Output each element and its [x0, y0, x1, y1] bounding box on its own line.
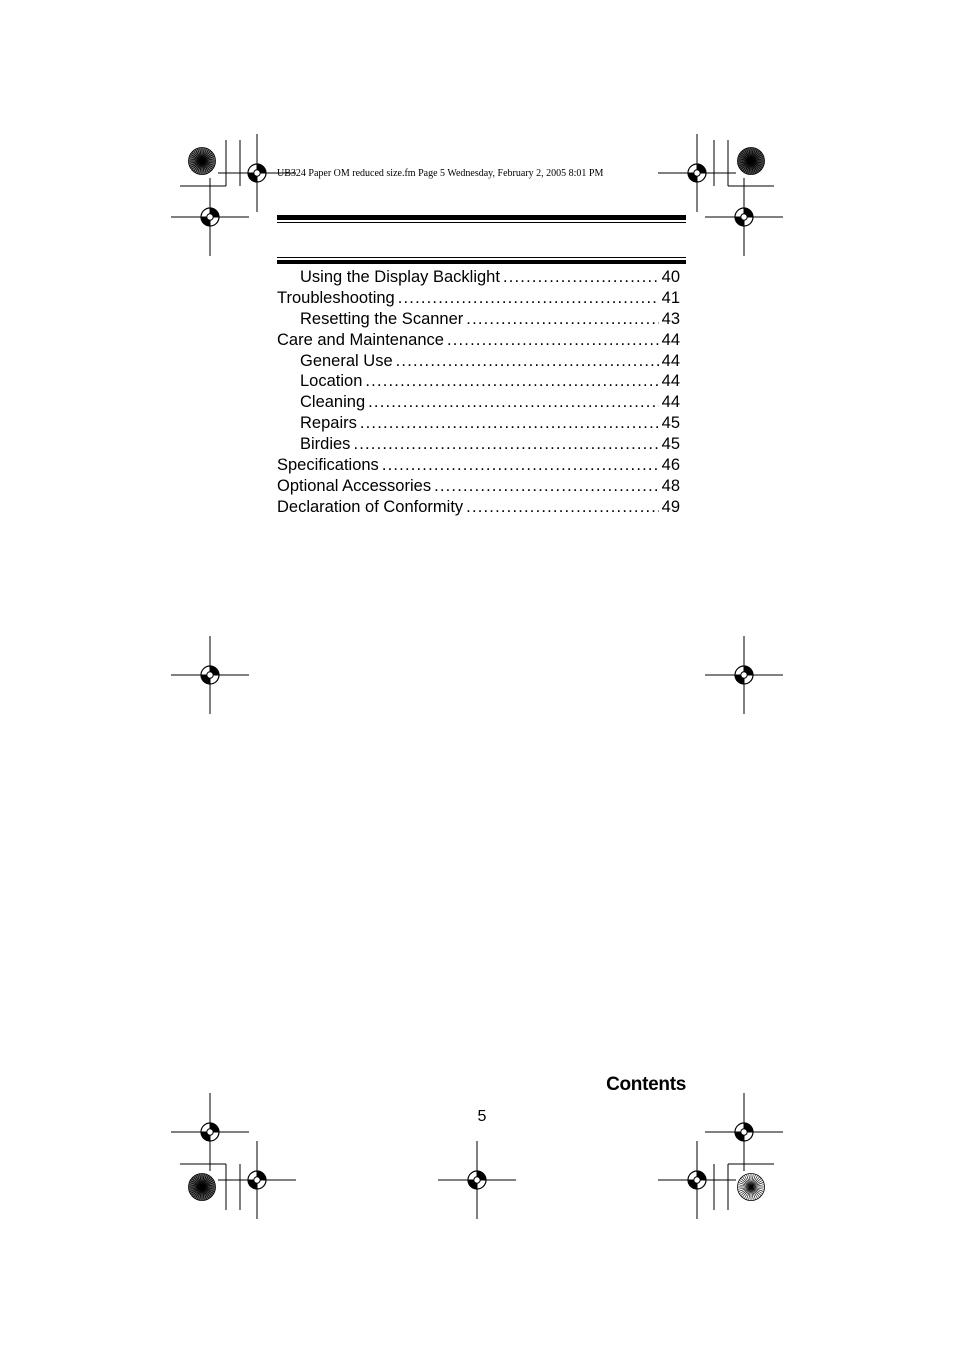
toc-entry-title: Repairs	[300, 414, 357, 433]
toc-entry[interactable]	[277, 434, 680, 455]
file-info-header: UB324 Paper OM reduced size.fm Page 5 Wednesday, February 2, 2005 8:01 PM	[277, 168, 604, 179]
toc-entry-page: 44	[661, 351, 680, 370]
star-target-icon	[738, 1174, 765, 1201]
toc-entry[interactable]	[277, 413, 680, 434]
toc-entry-page: 44	[661, 393, 680, 412]
star-target-icon	[189, 1174, 216, 1201]
toc-entry-title: Birdies	[300, 435, 351, 454]
toc-entry-title: Troubleshooting	[277, 288, 395, 307]
toc-entry[interactable]	[277, 267, 680, 288]
star-target-icon	[738, 148, 765, 175]
toc-entry-page: 45	[661, 414, 680, 433]
toc-entry-page: 43	[661, 309, 680, 328]
top-thick-rule	[277, 215, 686, 220]
toc-entry-page: 41	[661, 288, 680, 307]
registration-mark-icon	[171, 636, 249, 714]
toc-entry-page: 44	[661, 372, 680, 391]
registration-mark-icon	[705, 636, 783, 714]
toc-dot-leader	[353, 434, 658, 455]
toc-entry[interactable]	[277, 309, 680, 330]
toc-entry-page: 48	[661, 476, 680, 495]
toc-dot-leader	[382, 455, 659, 476]
toc-dot-leader	[368, 392, 659, 413]
toc-dot-leader	[466, 497, 658, 518]
table-of-contents	[277, 267, 680, 518]
registration-mark-icon	[705, 178, 783, 256]
toc-entry-title: General Use	[300, 351, 393, 370]
toc-dot-leader	[447, 330, 659, 351]
toc-entry[interactable]	[277, 497, 680, 518]
toc-entry[interactable]	[277, 455, 680, 476]
toc-entry[interactable]	[277, 392, 680, 413]
section-title: Contents	[606, 1074, 686, 1095]
toc-dot-leader	[466, 309, 658, 330]
page-number: 5	[477, 1108, 487, 1125]
toc-thick-rule	[277, 260, 686, 264]
toc-entry[interactable]	[277, 330, 680, 351]
registration-mark-icon	[658, 1141, 736, 1219]
toc-entry-title: Using the Display Backlight	[300, 268, 500, 286]
toc-entry-title: Declaration of Conformity	[277, 497, 464, 516]
toc-entry-page: 44	[661, 330, 680, 349]
toc-dot-leader	[360, 413, 659, 434]
toc-thin-rule	[277, 257, 686, 258]
toc-entry-title: Specifications	[277, 456, 379, 475]
toc-dot-leader	[503, 267, 659, 288]
toc-dot-leader	[396, 351, 659, 372]
top-thin-rule	[277, 222, 686, 223]
toc-entry-page: 46	[661, 456, 680, 475]
toc-entry-title: Optional Accessories	[277, 476, 432, 495]
toc-entry-title: Location	[300, 372, 363, 391]
toc-entry-page: 45	[661, 435, 680, 454]
registration-mark-icon	[171, 1093, 249, 1171]
toc-entry[interactable]	[277, 288, 680, 309]
toc-dot-leader	[398, 288, 659, 309]
toc-dot-leader	[365, 371, 658, 392]
registration-mark-icon	[438, 1141, 516, 1219]
star-target-icon	[189, 148, 216, 175]
registration-mark-icon	[171, 178, 249, 256]
toc-entry-page: 40	[661, 268, 680, 286]
toc-entry-page: 49	[661, 497, 680, 516]
registration-mark-icon	[705, 1093, 783, 1171]
toc-entry-title: Cleaning	[300, 393, 366, 412]
toc-entry-title: Resetting the Scanner	[300, 309, 464, 328]
toc-dot-leader	[434, 476, 659, 497]
toc-entry[interactable]	[277, 371, 680, 392]
toc-entry[interactable]	[277, 351, 680, 372]
toc-entry-title: Care and Maintenance	[277, 330, 444, 349]
registration-mark-icon	[218, 1141, 296, 1219]
toc-entry[interactable]	[277, 476, 680, 497]
